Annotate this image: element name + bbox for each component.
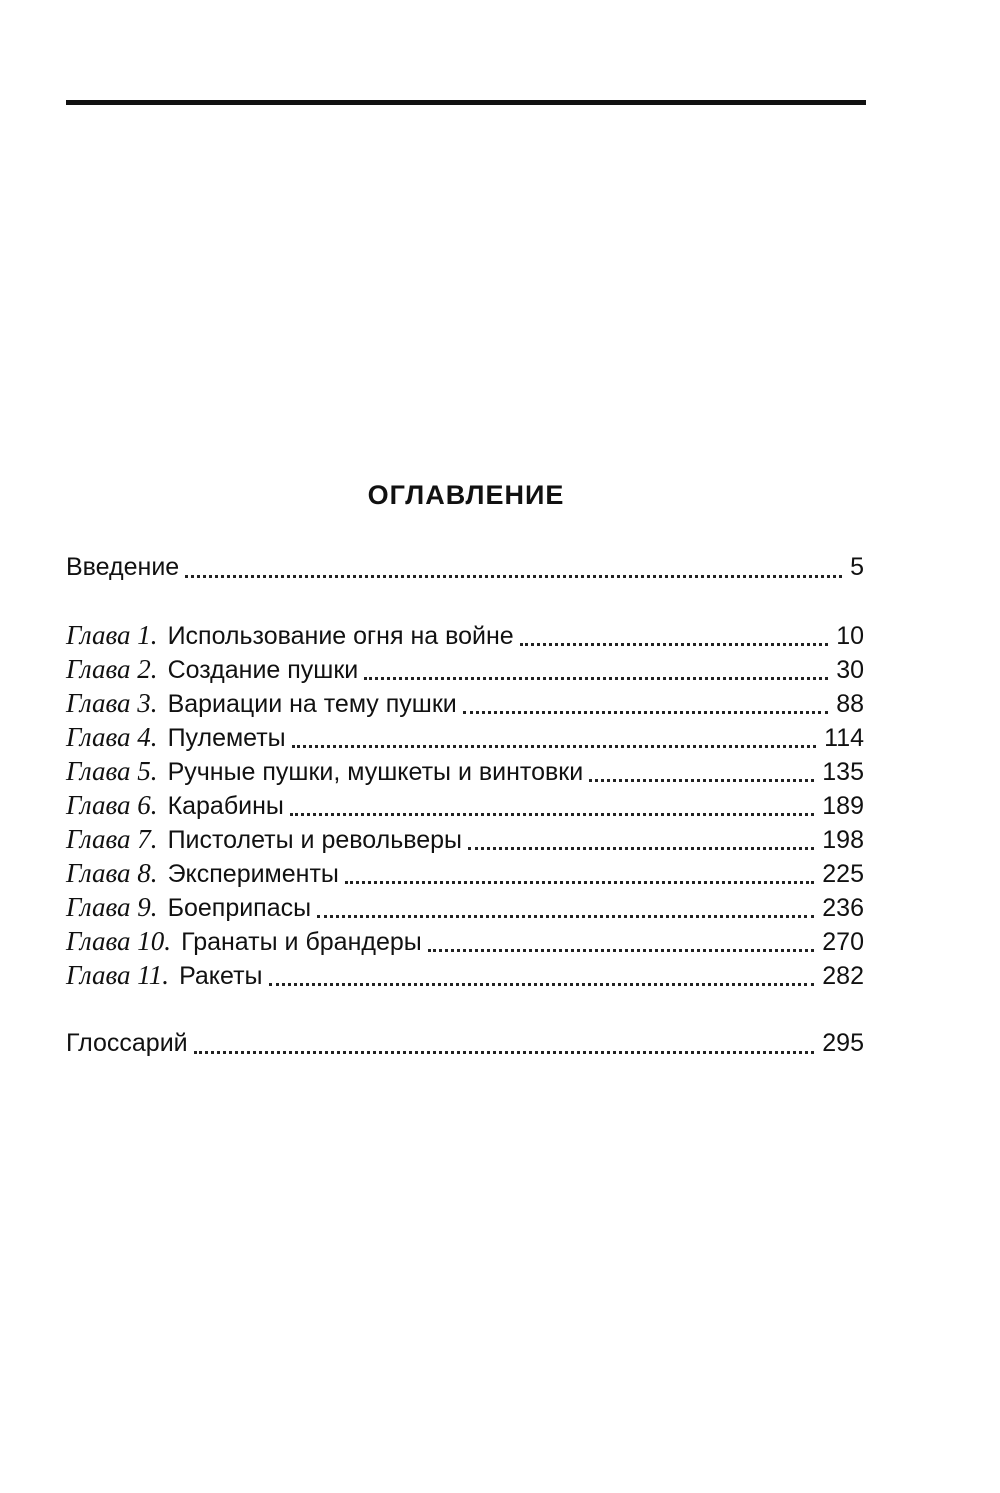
page-title: ОГЛАВЛЕНИЕ bbox=[367, 480, 565, 510]
toc-entry-chapter-8 bbox=[66, 856, 864, 890]
toc-entry-chapter-3 bbox=[66, 686, 864, 720]
toc-entry-text: Использование огня на войне bbox=[167, 622, 514, 650]
dot-leader bbox=[345, 881, 814, 884]
toc-entry-text: Ракеты bbox=[179, 962, 263, 990]
toc-entry-glossary bbox=[66, 1026, 864, 1060]
dot-leader bbox=[185, 575, 842, 578]
dot-leader bbox=[468, 847, 814, 850]
toc-entry-text: Гранаты и брандеры bbox=[181, 928, 422, 956]
toc-entry-chapter-7 bbox=[66, 822, 864, 856]
toc-page-number: 30 bbox=[836, 656, 864, 684]
toc-page-number: 10 bbox=[836, 622, 864, 650]
chapter-label: Глава 6. bbox=[66, 790, 158, 820]
toc-page-number: 189 bbox=[822, 792, 864, 820]
toc-page-number: 282 bbox=[822, 962, 864, 990]
toc-entry-text: Пулеметы bbox=[167, 724, 286, 752]
toc-entry-text: Пистолеты и револьверы bbox=[167, 826, 463, 854]
toc-entry-chapter-1 bbox=[66, 618, 864, 652]
dot-leader bbox=[194, 1051, 815, 1054]
chapter-label: Глава 2. bbox=[66, 654, 158, 684]
toc-page-number: 114 bbox=[824, 724, 864, 752]
toc-entry-text: Эксперименты bbox=[167, 860, 339, 888]
toc-entry-text: Ручные пушки, мушкеты и винтовки bbox=[167, 758, 584, 786]
toc-entry-chapter-10 bbox=[66, 924, 864, 958]
toc-entry-chapter-11 bbox=[66, 958, 864, 992]
toc-entry-chapter-4 bbox=[66, 720, 864, 754]
toc-page-number: 88 bbox=[836, 690, 864, 718]
toc-entry-chapter-5 bbox=[66, 754, 864, 788]
dot-leader bbox=[520, 643, 828, 646]
dot-leader bbox=[290, 813, 814, 816]
dot-leader bbox=[589, 779, 814, 782]
chapter-label: Глава 3. bbox=[66, 688, 158, 718]
chapter-label: Глава 7. bbox=[66, 824, 158, 854]
dot-leader bbox=[292, 745, 816, 748]
dot-leader bbox=[463, 711, 828, 714]
chapter-label: Глава 11. bbox=[66, 960, 170, 990]
toc-entry-text: Боеприпасы bbox=[167, 894, 312, 922]
toc-entry-chapter-2 bbox=[66, 652, 864, 686]
chapter-label: Глава 1. bbox=[66, 620, 158, 650]
toc-page-number: 5 bbox=[850, 553, 864, 581]
chapter-label: Глава 5. bbox=[66, 756, 158, 786]
chapter-label: Глава 9. bbox=[66, 892, 158, 922]
chapter-label: Глава 8. bbox=[66, 858, 158, 888]
toc-page-number: 135 bbox=[822, 758, 864, 786]
chapter-label: Глава 4. bbox=[66, 722, 158, 752]
toc-entry-text: Создание пушки bbox=[167, 656, 359, 684]
toc-entry-intro bbox=[66, 550, 864, 584]
toc-page-number: 270 bbox=[822, 928, 864, 956]
toc-page-number: 236 bbox=[822, 894, 864, 922]
toc-page-number: 198 bbox=[822, 826, 864, 854]
chapter-label: Глава 10. bbox=[66, 926, 172, 956]
toc-entry-text: Вариации на тему пушки bbox=[167, 690, 457, 718]
toc-entry-text: Карабины bbox=[167, 792, 284, 820]
dot-leader bbox=[269, 983, 815, 986]
toc-page-number: 225 bbox=[822, 860, 864, 888]
toc-page-number: 295 bbox=[822, 1029, 864, 1057]
toc-entry-text: Введение bbox=[66, 553, 180, 581]
dot-leader bbox=[317, 915, 814, 918]
dot-leader bbox=[428, 949, 815, 952]
toc-entry-text: Глоссарий bbox=[66, 1029, 188, 1057]
dot-leader bbox=[364, 677, 828, 680]
toc-entry-chapter-6 bbox=[66, 788, 864, 822]
toc-entry-chapter-9 bbox=[66, 890, 864, 924]
top-rule bbox=[66, 100, 866, 105]
